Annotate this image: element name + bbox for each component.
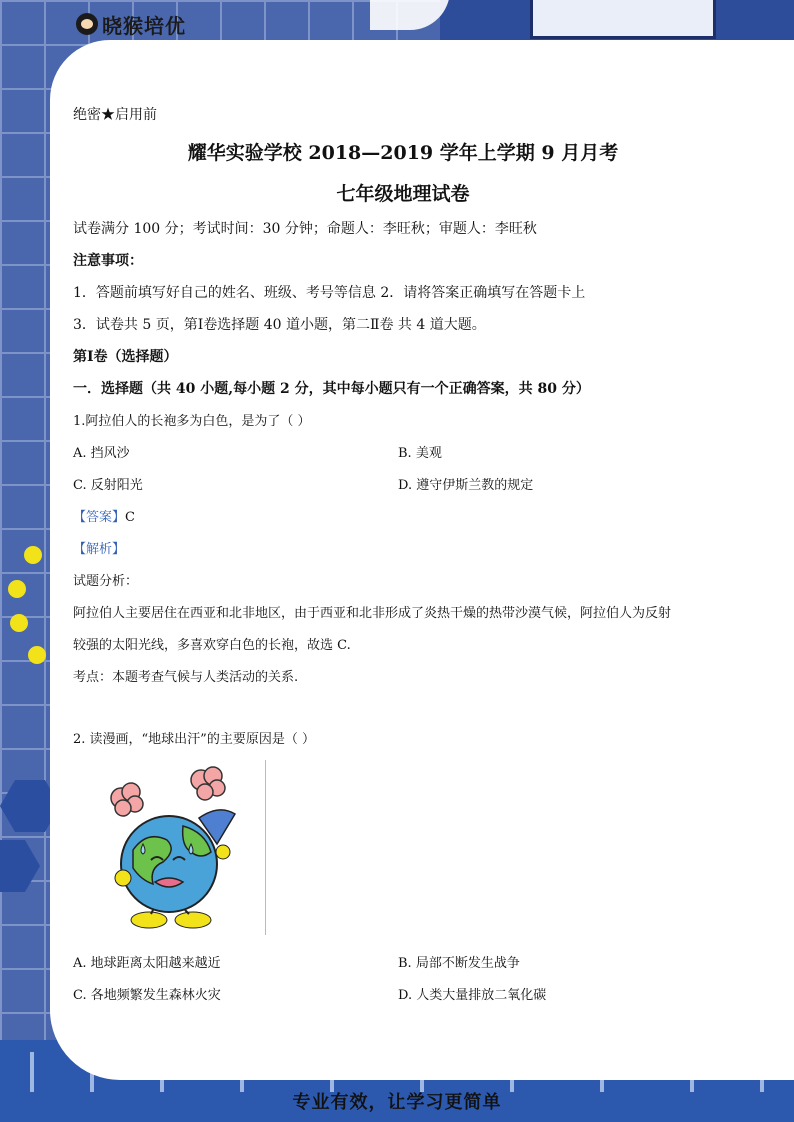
question-1-option-c: C. 反射阳光 <box>73 478 143 493</box>
exam-subtitle: 七年级地理试卷 <box>336 183 470 205</box>
notice-item-2: 3．试卷共 5 页，第Ⅰ卷选择题 40 道小题，第二Ⅱ卷 共 4 道大题。 <box>73 317 486 333</box>
section-heading: 一．选择题（共 40 小题,每小题 2 分，其中每小题只有一个正确答案，共 80 分） <box>73 381 590 397</box>
monkey-logo-icon <box>76 13 98 35</box>
footer-slogan: 专业有效，让学习更简单 <box>292 1092 502 1113</box>
part-heading: 第Ⅰ卷（选择题） <box>73 349 178 365</box>
question-2-option-b: B. 局部不断发生战争 <box>398 956 520 971</box>
question-1-option-a: A. 挡风沙 <box>73 446 130 461</box>
brand-name: 晓猴培优 <box>102 13 186 38</box>
question-2-option-c: C. 各地频繁发生森林火灾 <box>73 988 221 1003</box>
background-dot <box>24 546 42 564</box>
earth-cartoon-icon <box>73 760 265 935</box>
background-dot <box>10 614 28 632</box>
question-1-stem: 1.阿拉伯人的长袍多为白色，是为了（ ） <box>73 414 311 429</box>
notice-heading: 注意事项： <box>73 253 143 269</box>
background-dot <box>28 646 46 664</box>
confidential-label: 绝密★启用前 <box>73 107 157 123</box>
exam-info: 试卷满分 100 分；考试时间：30 分钟；命题人：李旺秋；审题人：李旺秋 <box>73 221 537 237</box>
question-1-option-d: D. 遵守伊斯兰教的规定 <box>398 478 534 493</box>
answer-line <box>73 506 135 525</box>
question-1-option-b: B. 美观 <box>398 446 442 461</box>
sweating-earth-cartoon <box>73 760 266 935</box>
question-2-stem: 2. 读漫画，“地球出汗”的主要原因是（ ） <box>73 732 315 747</box>
kaodian-text: 考点：本题考查气候与人类活动的关系. <box>73 670 299 685</box>
question-2-option-a: A. 地球距离太阳越来越近 <box>73 956 221 971</box>
analysis-heading: 试题分析： <box>73 574 139 589</box>
analysis-text-line-1: 阿拉伯人主要居住在西亚和北非地区，由于西亚和北非形成了炎热干燥的热带沙漠气候，阿拉伯人为反射 <box>73 606 672 621</box>
analysis-label: 【解析】 <box>73 542 126 557</box>
background-top-box <box>530 0 716 39</box>
brand-logo <box>76 10 186 38</box>
exam-title: 耀华实验学校 2018—2019 学年上学期 9 月月考 <box>187 142 619 164</box>
question-2-option-d: D. 人类大量排放二氧化碳 <box>398 988 547 1003</box>
analysis-text-line-2: 较强的太阳光线，多喜欢穿白色的长袍，故选 C. <box>73 638 351 653</box>
background-dot <box>8 580 26 598</box>
answer-label: 【答案】 <box>73 510 126 525</box>
answer-value: C <box>125 510 135 525</box>
notice-item-1: 1．答题前填写好自己的姓名、班级、考号等信息 2．请将答案正确填写在答题卡上 <box>73 285 586 301</box>
